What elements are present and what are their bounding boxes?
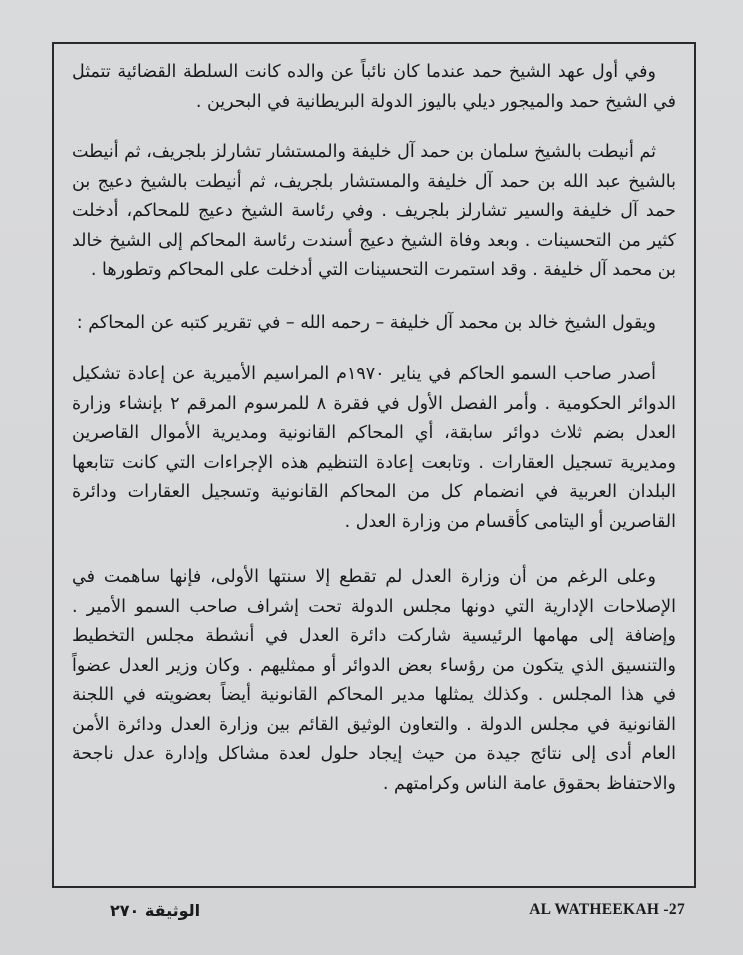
article-body bbox=[72, 58, 676, 820]
footer-latin-page-label: AL WATHEEKAH -27 bbox=[529, 901, 685, 918]
paragraph: ويقول الشيخ خالد بن محمد آل خليفة – رحمه الله – في تقرير كتبه عن المحاكم : bbox=[76, 312, 656, 333]
paragraph: أصدر صاحب السمو الحاكم في يناير ١٩٧٠م المراسيم الأميرية عن إعادة تشكيل الدوائر الحكومية . وأمر الفصل الأول في فقرة ٨ للمرسوم المرقم ٢ بإنشاء وزارة العدل بضم ثلاث دوائر سابقة، أي المحاكم القانونية ومديرية الأموال القاصرين ومديرية تسجيل العقارات . وتابعت إعادة التنظيم هذه الإجراءات التي كانت تتابعها البلدان العربية في انضمام كل من المحاكم القانونية وتسجيل العقارات ودائرة القاصرين أو اليتامى كأقسام من وزارة العدل . bbox=[72, 364, 676, 532]
footer-arabic-page-label: الوثيقة ٢٧٠ bbox=[110, 901, 201, 920]
text-frame bbox=[52, 42, 696, 888]
paragraph: ثم أنيطت بالشيخ سلمان بن حمد آل خليفة والمستشار تشارلز بلجريف، ثم أنيطت بالشيخ عبد الله بن حمد آل خليفة والمستشار بلجريف، ثم أنيطت بالشيخ دعيج بن حمد آل خليفة والسير تشارلز بلجريف . وفي رئاسة الشيخ دعيج للمحاكم، أدخلت كثير من التحسينات . وبعد وفاة الشيخ دعيج أسندت رئاسة المحاكم إلى الشيخ خالد بن محمد آل خليفة . وقد استمرت التحسينات التي أدخلت على المحاكم وتطورها . bbox=[72, 142, 676, 280]
paragraph: وفي أول عهد الشيخ حمد عندما كان نائباً عن والده كانت السلطة القضائية تتمثل في الشيخ حمد والميجور ديلي باليوز الدولة البريطانية في البحرين . bbox=[72, 62, 676, 112]
paragraph: وعلى الرغم من أن وزارة العدل لم تقطع إلا سنتها الأولى، فإنها ساهمت في الإصلاحات الإدارية التي دونها مجلس الدولة تحت إشراف صاحب السمو الأمير . وإضافة إلى مهامها الرئيسية شاركت دائرة العدل في أنشطة مجلس التخطيط والتنسيق الذي يتكون من رؤساء بعض الدوائر أو ممثليهم . وكان وزير العدل عضواً في هذا المجلس . وكذلك يمثلها مدير المحاكم القانونية أيضاً بعضويته في اللجنة القانونية في مجلس الدولة . والتعاون الوثيق القائم بين وزارة العدل ودائرة الأمن العام أدى إلى نتائج جيدة من حيث إيجاد حلول لعدة مشاكل وإدارة عدل ناجحة والاحتفاظ بحقوق عامة الناس وكرامتهم . bbox=[72, 567, 676, 794]
